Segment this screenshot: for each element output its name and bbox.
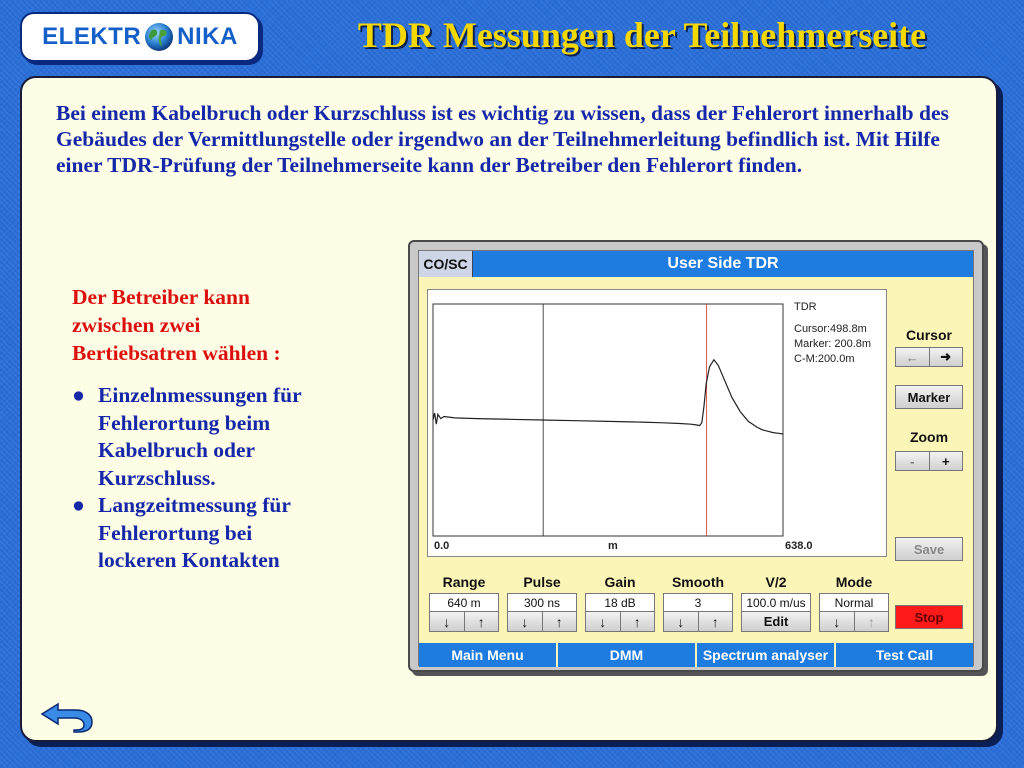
smooth-up-button[interactable]: ↑: [698, 612, 733, 631]
range-arrows: [429, 612, 499, 632]
range-value: 640 m: [429, 593, 499, 612]
v2-label: V/2: [765, 574, 787, 590]
smooth-label: Smooth: [671, 574, 725, 590]
v2-value: 100.0 m/us: [741, 593, 811, 612]
mode-line: Kurzschluss.: [98, 465, 216, 490]
smooth-down-button[interactable]: ↓: [664, 612, 698, 631]
tab-spectrum-analyser[interactable]: Spectrum analyser: [697, 643, 836, 667]
logo-text-right: NIKA: [177, 23, 238, 50]
elektronika-logo: [20, 12, 260, 62]
operator-heading: [72, 283, 372, 367]
tab-co-sc[interactable]: CO/SC: [419, 251, 473, 277]
mode-up-button[interactable]: ↑: [854, 612, 889, 631]
save-button[interactable]: Save: [895, 537, 963, 561]
cm-readout: C-M:200.0m: [794, 353, 855, 365]
operator-line: zwischen zwei: [72, 313, 201, 337]
mode-item-single: [72, 382, 372, 492]
mode-line: Fehlerortung beim: [98, 410, 271, 435]
intro-paragraph: Bei einem Kabelbruch oder Kurzschluss ist es wichtig zu wissen, dass der Fehlerort innerhalb des Gebäudes der Vermittlungstelle oder irgendwo an der Teilnehmerleitung befindlich ist. Mit Hilfe einer TDR-Prüfung der Teilnehmerseite kann der Betreiber den Fehlerort finden.: [56, 101, 949, 177]
gain-arrows: [585, 612, 655, 632]
gain-down-button[interactable]: ↓: [586, 612, 620, 631]
logo-text-left: ELEKTR: [42, 23, 142, 50]
bullet-icon: ●: [72, 383, 85, 407]
plot-frame: [433, 304, 783, 536]
zoom-label: Zoom: [909, 429, 949, 445]
tdr-header: [419, 251, 973, 277]
gain-value: 18 dB: [585, 593, 655, 612]
tab-main-menu[interactable]: Main Menu: [419, 643, 558, 667]
mode-arrows: [819, 612, 889, 632]
mode-item-longterm: [72, 492, 372, 575]
trace-line: [433, 360, 783, 434]
back-arrow-icon[interactable]: [38, 700, 94, 734]
mode-label: Mode: [835, 574, 873, 590]
cursor-readout: Cursor:498.8m: [794, 323, 867, 335]
pulse-down-button[interactable]: ↓: [508, 612, 542, 631]
smooth-control: [663, 573, 733, 632]
mode-line: lockeren Kontakten: [98, 548, 280, 572]
zoom-in-button[interactable]: +: [929, 452, 963, 470]
bottom-nav: [419, 643, 973, 667]
marker-button[interactable]: Marker: [895, 385, 963, 409]
x-axis-unit: m: [608, 540, 618, 552]
pulse-up-button[interactable]: ↑: [542, 612, 577, 631]
marker-readout: Marker: 200.8m: [794, 338, 872, 350]
cursor-left-button[interactable]: ←: [896, 348, 929, 366]
cursor-buttons: [895, 347, 963, 367]
globe-icon: [144, 22, 174, 52]
tdr-title: User Side TDR: [667, 255, 779, 272]
trace-label: TDR: [794, 301, 817, 313]
mode-line: Langzeitmessung für: [98, 493, 291, 517]
smooth-value: 3: [663, 593, 733, 612]
v2-edit-button[interactable]: Edit: [742, 612, 810, 631]
tdr-device: [408, 240, 984, 672]
gain-up-button[interactable]: ↑: [620, 612, 655, 631]
pulse-control: [507, 573, 577, 632]
tab-dmm[interactable]: DMM: [558, 643, 697, 667]
mode-down-button[interactable]: ↓: [820, 612, 854, 631]
cursor-label: Cursor: [906, 327, 952, 343]
gain-control: [585, 573, 655, 632]
mode-list: [72, 382, 372, 575]
smooth-arrows: [663, 612, 733, 632]
range-control: [429, 573, 499, 632]
operator-line: Bertiebsatren wählen :: [72, 341, 281, 365]
v2-control: [741, 573, 811, 632]
content-card: [20, 76, 998, 742]
cursor-right-button[interactable]: ➜: [929, 348, 963, 366]
pulse-arrows: [507, 612, 577, 632]
v2-actions: [741, 612, 811, 632]
zoom-buttons: [895, 451, 963, 471]
mode-line: Fehlerortung bei: [98, 520, 253, 545]
x-axis-max: 638.0: [785, 540, 813, 552]
pulse-label: Pulse: [523, 574, 561, 590]
mode-line: Einzelnmessungen für: [98, 383, 302, 407]
gain-label: Gain: [604, 574, 636, 590]
range-label: Range: [442, 574, 486, 590]
range-up-button[interactable]: ↑: [464, 612, 499, 631]
page-title: TDR Messungen der Teilnehmerseite: [357, 15, 927, 55]
tdr-screen: [418, 250, 974, 666]
stop-button[interactable]: Stop: [895, 605, 963, 629]
range-down-button[interactable]: ↓: [430, 612, 464, 631]
zoom-out-button[interactable]: -: [896, 452, 929, 470]
trace-panel: [427, 289, 887, 557]
x-axis-min: 0.0: [434, 540, 450, 552]
mode-line: Kabelbruch oder: [98, 438, 256, 462]
tab-test-call[interactable]: Test Call: [836, 643, 973, 667]
operator-line: Der Betreiber kann: [72, 285, 250, 309]
mode-control: [819, 573, 889, 632]
mode-value: Normal: [819, 593, 889, 612]
pulse-value: 300 ns: [507, 593, 577, 612]
bullet-icon: ●: [72, 493, 85, 517]
